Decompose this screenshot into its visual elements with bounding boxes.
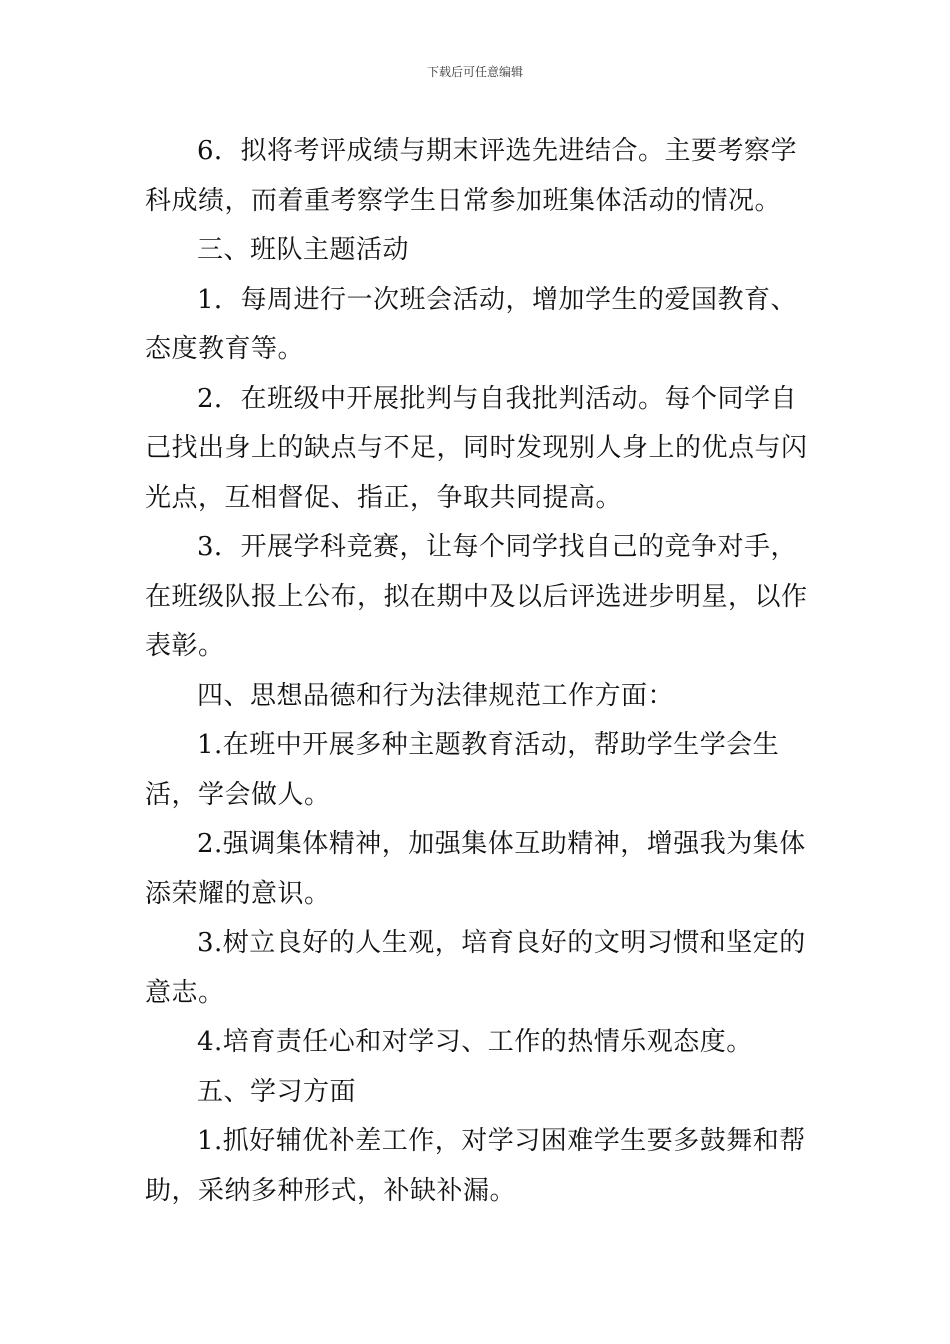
paragraph-item-2: 2．在班级中开展批判与自我批判活动。每个同学自己找出身上的缺点与不足，同时发现别人身上的优点与闪光点，互相督促、指正，争取共同提高。 [145,383,808,513]
section-heading-3: 三、班队主题活动 [197,235,410,265]
paragraph-item-1: 1.抓好辅优补差工作，对学习困难学生要多鼓舞和帮助，采纳多种形式，补缺补漏。 [145,1126,806,1206]
page-header: 下载后可任意编辑 [426,65,523,79]
document-body [145,127,813,1216]
paragraph-item-6: 6．拟将考评成绩与期末评选先进结合。主要考察学科成绩，而着重考察学生日常参加班集体活动的情况。 [145,136,798,216]
paragraph-item-1: 1．每周进行一次班会活动，增加学生的爱国教育、态度教育等。 [145,284,798,364]
paragraph-item-2: 2.强调集体精神，加强集体互助精神，增强我为集体添荣耀的意识。 [145,829,806,909]
paragraph-item-3: 3．开展学科竞赛，让每个同学找自己的竞争对手，在班级队报上公布，拟在期中及以后评选进步明星，以作表彰。 [145,532,808,661]
paragraph-item-4: 4.培育责任心和对学习、工作的热情乐观态度。 [197,1027,753,1057]
paragraph-item-3: 3.树立良好的人生观，培育良好的文明习惯和坚定的意志。 [145,928,806,1008]
section-heading-5: 五、学习方面 [197,1076,357,1107]
paragraph-item-1: 1.在班中开展多种主题教育活动，帮助学生学会生活，学会做人。 [145,730,780,810]
section-heading-4: 四、思想品德和行为法律规范工作方面： [197,680,675,711]
